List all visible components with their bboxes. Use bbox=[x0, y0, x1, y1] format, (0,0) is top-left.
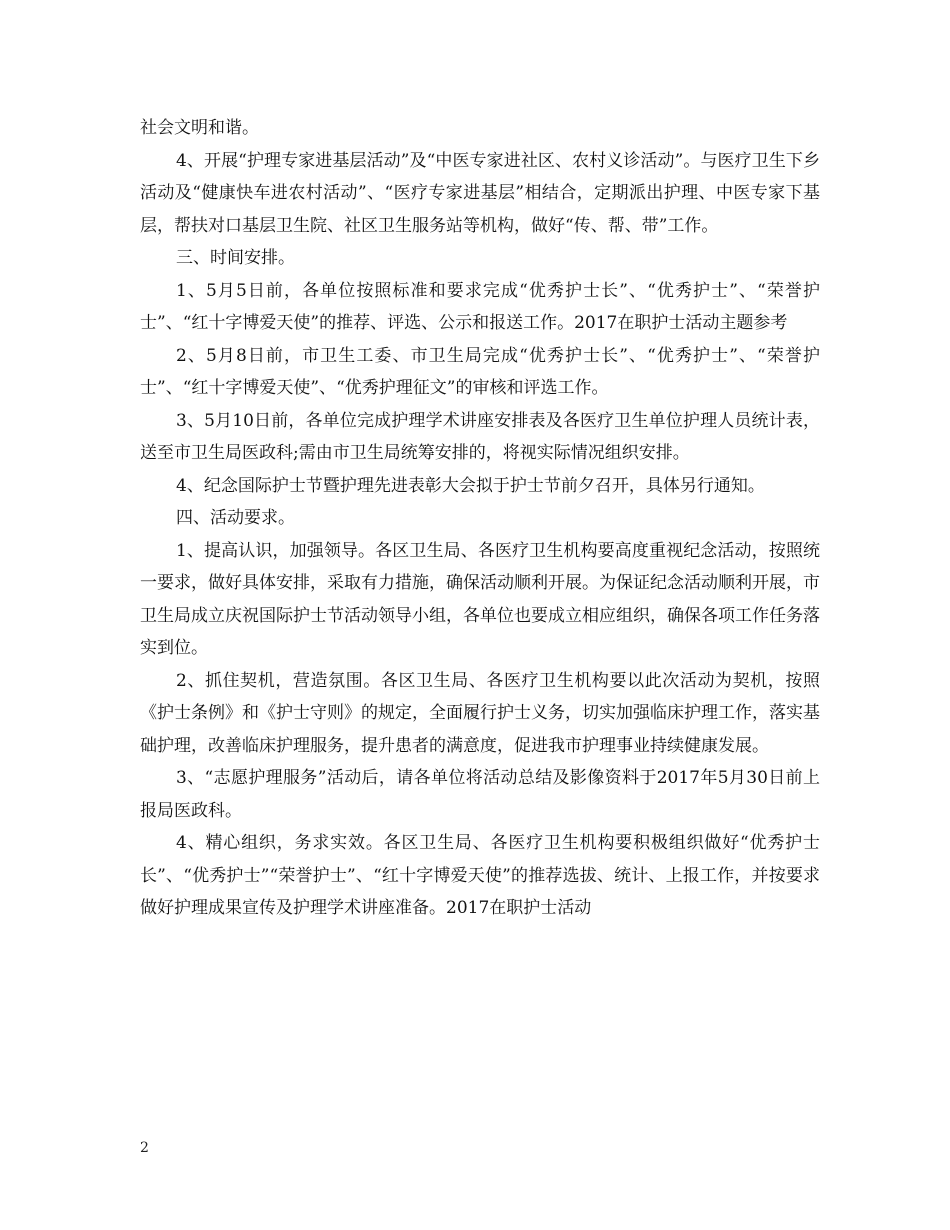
paragraph-9: 1、提高认识，加强领导。各区卫生局、各医疗卫生机构要高度重视纪念活动，按照统一要求，做好具体安排，采取有力措施，确保活动顺利开展。为保证纪念活动顺利开展，市卫生局成立庆祝国际护士节活动领导小组，各单位也要成立相应组织，确保各项工作任务落实到位。 bbox=[140, 540, 820, 658]
section-heading-requirements: 四、活动要求。 bbox=[176, 508, 295, 528]
paragraph-7: 4、纪念国际护士节暨护理先进表彰大会拟于护士节前夕召开，具体另行通知。 bbox=[176, 475, 765, 496]
paragraph-6: 3、5月10日前，各单位完成护理学术讲座安排表及各医疗卫生单位护理人员统计表，送至市卫生局医政科;需由市卫生局统筹安排的，将视实际情况组织安排。 bbox=[140, 410, 820, 463]
paragraph-1: 社会文明和谐。 bbox=[140, 118, 259, 138]
page-number: 2 bbox=[140, 1140, 149, 1156]
paragraph-10: 2、抓住契机，营造氛围。各区卫生局、各医疗卫生机构要以此次活动为契机，按照《护士条例》和《护士守则》的规定，全面履行护士义务，切实加强临床护理工作，落实基础护理，改善临床护理服务，提升患者的满意度，促进我市护理事业持续健康发展。 bbox=[140, 670, 820, 756]
paragraph-4: 1、5月5日前，各单位按照标准和要求完成“优秀护士长”、“优秀护士”、“荣誉护士”、“红十字博爱天使”的推荐、评选、公示和报送工作。2017在职护士活动主题参考 bbox=[140, 280, 820, 333]
paragraph-12: 4、精心组织，务求实效。各区卫生局、各医疗卫生机构要积极组织做好“优秀护士长”、“优秀护士”“荣誉护士”、“红十字博爱天使”的推荐选拔、统计、上报工作，并按要求做好护理成果宣传及护理学术讲座准备。2017在职护士活动 bbox=[140, 833, 820, 918]
document-body bbox=[140, 112, 820, 925]
section-heading-time-schedule: 三、时间安排。 bbox=[176, 248, 295, 268]
paragraph-11: 3、“志愿护理服务”活动后，请各单位将活动总结及影像资料于2017年5月30日前上报局医政科。 bbox=[140, 768, 820, 821]
paragraph-5: 2、5月8日前，市卫生工委、市卫生局完成“优秀护士长”、“优秀护士”、“荣誉护士”、“红十字博爱天使”、“优秀护理征文”的审核和评选工作。 bbox=[140, 345, 820, 398]
paragraph-2: 4、开展“护理专家进基层活动”及“中医专家进社区、农村义诊活动”。与医疗卫生下乡活动及“健康快车进农村活动”、“医疗专家进基层”相结合，定期派出护理、中医专家下基层，帮扶对口基层卫生院、社区卫生服务站等机构，做好“传、帮、带”工作。 bbox=[140, 150, 820, 236]
